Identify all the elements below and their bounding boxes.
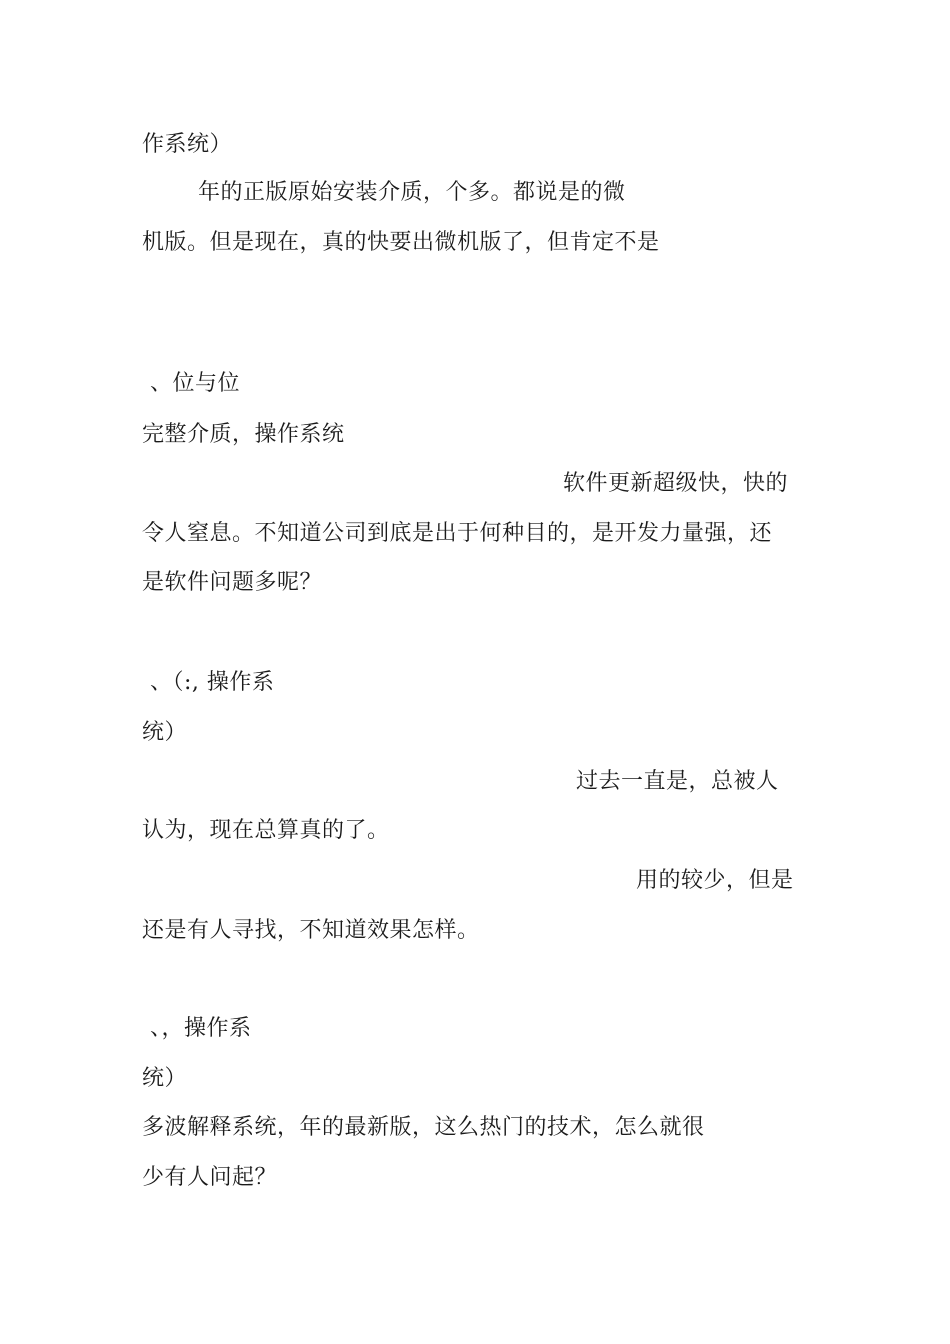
text-line: 多波解释系统，年的最新版，这么热门的技术，怎么就很 xyxy=(142,1115,705,1140)
section-heading: 、位与位 xyxy=(150,371,241,396)
text-line: 软件更新超级快，快的 xyxy=(563,471,789,496)
text-line: 用的较少，但是 xyxy=(636,868,794,893)
text-line: 统） xyxy=(142,1066,188,1091)
text-line: 是软件问题多呢？ xyxy=(142,570,323,595)
text-line: 少有人问起？ xyxy=(142,1165,278,1190)
text-line: 年的正版原始安装介质，个多。都说是的微 xyxy=(198,180,626,205)
section-heading: 、（:, 操作系 xyxy=(150,670,275,695)
text-line: 机版。但是现在，真的快要出微机版了，但肯定不是 xyxy=(142,230,660,255)
section-heading: 、，操作系 xyxy=(150,1016,252,1041)
text-line: 过去一直是，总被人 xyxy=(576,769,779,794)
text-line: 完整介质，操作系统 xyxy=(142,422,345,447)
text-line: 认为，现在总算真的了。 xyxy=(142,818,390,843)
text-line: 令人窒息。不知道公司到底是出于何种目的，是开发力量强，还 xyxy=(142,521,773,546)
text-line: 统） xyxy=(142,720,188,745)
text-line: 还是有人寻找，不知道效果怎样。 xyxy=(142,918,480,943)
text-line: 作系统） xyxy=(142,132,233,157)
